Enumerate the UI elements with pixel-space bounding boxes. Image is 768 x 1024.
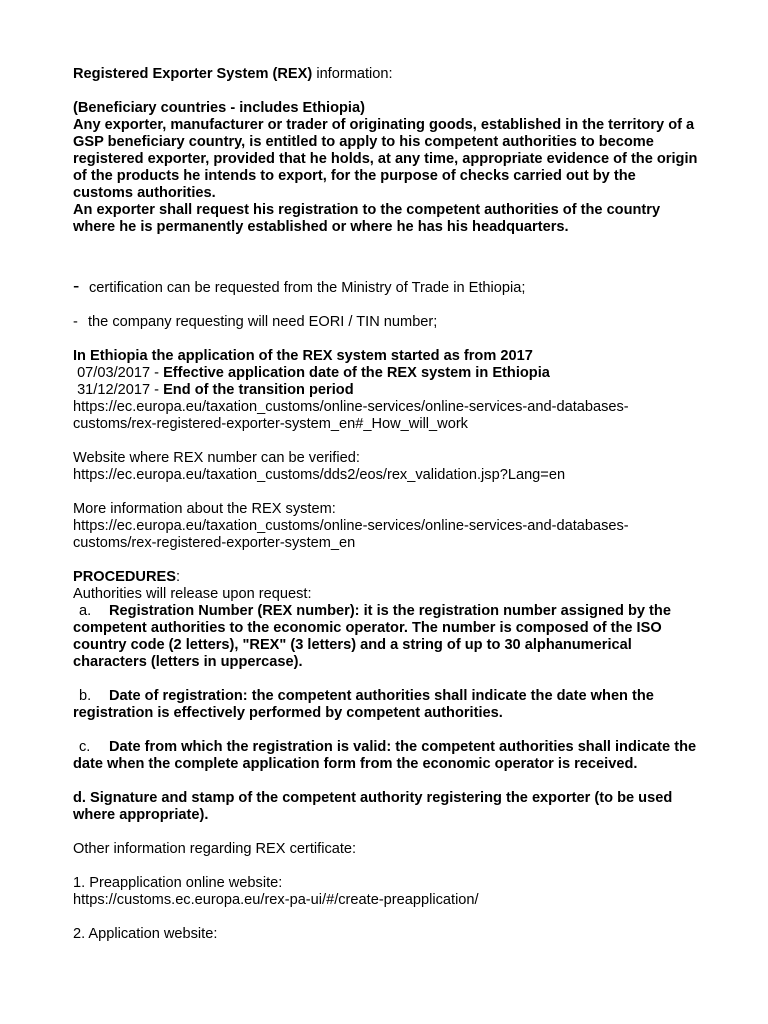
verify-link[interactable]: https://ec.europa.eu/taxation_customs/dds2/eos/rex_validation.jsp?Lang=en: [73, 467, 566, 483]
title-bold: Registered Exporter System (REX): [73, 66, 313, 82]
ethiopia-heading: In Ethiopia the application of the REX system started as from 2017: [73, 348, 533, 364]
rex-info-link[interactable]: [73, 399, 698, 433]
application-label: 2. Application website:: [73, 926, 218, 942]
date-line-2: [73, 382, 698, 399]
rex-info-url[interactable]: https://ec.europa.eu/taxation_customs/online-services/online-services-and-databases-customs/rex-registered-exporter-system_en#_How_will_work: [73, 399, 629, 432]
date-line-1: [73, 365, 698, 382]
item-c-marker: c.: [79, 739, 91, 755]
procedures-heading: [73, 569, 698, 586]
beneficiary-heading: (Beneficiary countries - includes Ethiopia): [73, 100, 365, 116]
procedures-label: PROCEDURES: [73, 569, 176, 585]
bullet-eori: - the company requesting will need EORI / TIN number;: [73, 314, 438, 330]
preapplication-link[interactable]: https://customs.ec.europa.eu/rex-pa-ui/#/create-preapplication/: [73, 892, 479, 908]
procedure-item-c: [73, 739, 698, 773]
procedures-colon: :: [175, 569, 181, 585]
bullet-eori-text: the company requesting will need EORI / TIN number;: [88, 314, 438, 330]
date-2: 31/12/2017 -: [77, 382, 164, 398]
item-b-marker: b.: [79, 688, 92, 704]
authorities-text: Authorities will release upon request:: [73, 586, 312, 602]
date-1-text: Effective application date of the REX system in Ethiopia: [163, 365, 550, 381]
procedure-item-a: [73, 603, 698, 671]
registration-paragraph: An exporter shall request his registration to the competent authorities of the country where he is permanently established or where he has his headquarters.: [73, 202, 661, 235]
date-2-text: End of the transition period: [163, 382, 354, 398]
date-1: 07/03/2017 -: [77, 365, 164, 381]
bullet-certification: - certification can be requested from the Ministry of Trade in Ethiopia;: [73, 276, 526, 297]
procedure-item-b: [73, 688, 698, 722]
more-info-label: More information about the REX system:: [73, 501, 336, 517]
bullet-certification-text: certification can be requested from the Ministry of Trade in Ethiopia;: [89, 280, 526, 296]
title-rest: information:: [312, 66, 393, 82]
more-info-link[interactable]: https://ec.europa.eu/taxation_customs/online-services/online-services-and-databases-customs/rex-registered-exporter-system_en: [73, 518, 629, 551]
verify-label: Website where REX number can be verified:: [73, 450, 360, 466]
item-c-text: Date from which the registration is valid: the competent authorities shall indicate the date when the complete application form from the economic operator is received.: [73, 739, 697, 772]
procedure-item-d: d. Signature and stamp of the competent authority registering the exporter (to be used where appropriate).: [73, 790, 673, 823]
item-a-text: Registration Number (REX number): it is the registration number assigned by the competent authorities to the economic operator. The number is composed of the ISO country code (2 letters), "REX" (3 letters) and a string of up to 30 alphanumerical characters (letters in uppercase).: [73, 603, 671, 670]
preapplication-label: 1. Preapplication online website:: [73, 875, 283, 891]
eligibility-paragraph: Any exporter, manufacturer or trader of originating goods, established in the territory of a GSP beneficiary country, is entitled to apply to his competent authorities to become registered exporter, provided that he holds, at any time, appropriate evidence of the origin of the products he intends to export, for the purpose of checks carried out by the customs authorities.: [73, 117, 698, 201]
document-title: [73, 66, 698, 83]
item-a-marker: a.: [79, 603, 92, 619]
other-info: Other information regarding REX certificate:: [73, 841, 357, 857]
item-b-text: Date of registration: the competent authorities shall indicate the date when the registration is effectively performed by competent authorities.: [73, 688, 654, 721]
